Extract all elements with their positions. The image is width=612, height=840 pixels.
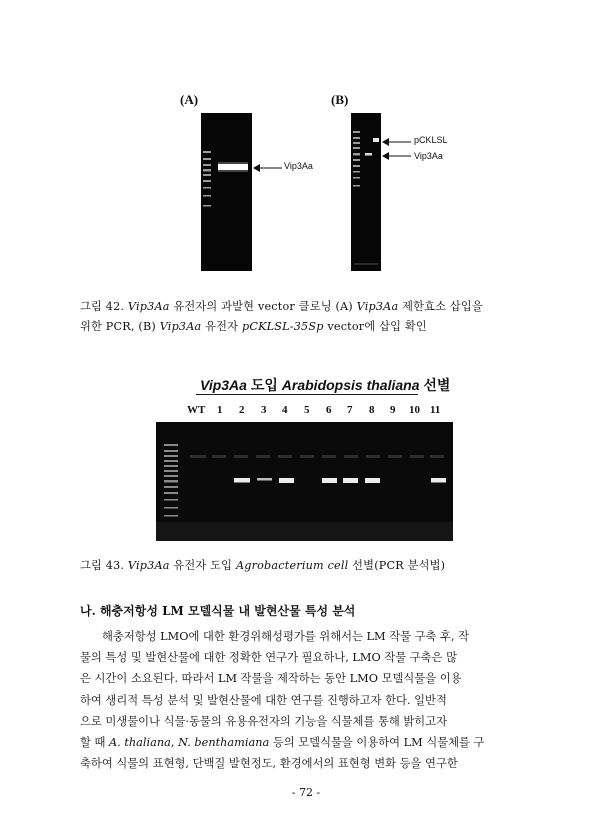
panel-b-lower-label: Vip3Aa [414, 151, 443, 161]
paragraph-line: 은 시간이 소요된다. 따라서 LM 작물을 제작하는 동안 LMO 모델식물을 이용 [80, 672, 462, 686]
lane-label: 8 [369, 404, 375, 416]
section-heading: 나. 해충저항성 LM 모델식물 내 발현산물 특성 분석 [80, 604, 356, 618]
paragraph-line: 물의 특성 및 발현산물에 대한 정확한 연구가 필요하나, LMO 작물 구축은 많 [80, 651, 457, 665]
lane-label: WT [187, 404, 206, 416]
figure42-caption: 그림 42. Vip3Aa 유전자의 과발현 vector 클로닝 (A) Vip3Aa 제한효소 삽입을 위한 PCR, (B) Vip3Aa 유전자 pCKLSL-35Sp vector에 삽입 확인 [80, 300, 483, 333]
lane-label: 1 [217, 404, 223, 416]
panel-a-band-label: Vip3Aa [284, 161, 313, 171]
lane-label: 9 [390, 404, 396, 416]
gel-43-bands [156, 422, 453, 541]
lane-label: 2 [239, 404, 245, 416]
figure43-title: Vip3Aa 도입 Arabidopsis thaliana 선별 [200, 377, 451, 393]
lane-label: 3 [261, 404, 267, 416]
paragraph-line: 하여 생리적 특성 분석 및 발현산물에 대한 연구를 진행하고자 한다. 일반적 [80, 693, 447, 707]
figure43-title-underline [196, 394, 418, 395]
panel-b-upper-label: pCKLSL [414, 135, 448, 145]
paragraph-line: 으로 미생물이나 식물·동물의 유용유전자의 기능을 식물체를 통해 밝히고자 [80, 714, 448, 728]
gel-a-bands [201, 113, 252, 271]
figure43-caption: 그림 43. Vip3Aa 유전자 도입 Agrobacterium cell 선별(PCR 분석법) [80, 559, 446, 572]
ladder-a [203, 151, 211, 207]
vip3aa-band-b [365, 153, 372, 156]
page-number: - 72 - [291, 786, 321, 799]
ladder-b [353, 131, 360, 187]
ladder-43 [164, 444, 178, 517]
paragraph-line: 축하여 식물의 표현형, 단백질 발현정도, 환경에서의 표현형 변화 등을 연구한 [80, 757, 458, 771]
lane-label: 11 [430, 404, 441, 416]
gel-image-b [351, 113, 381, 271]
lane-label: 7 [347, 404, 353, 416]
arrow-a-icon [253, 163, 283, 173]
lane-label: 5 [304, 404, 310, 416]
gel-b-bands [351, 113, 381, 271]
paragraph-line: 할 때 A. thaliana, N. benthamiana 등의 모델식물을 이용하여 LM 식물체를 구 [80, 736, 485, 750]
lane-label: 6 [326, 404, 332, 416]
pcklsl-band [373, 138, 379, 142]
lane-labels [0, 404, 612, 420]
gel-image-43 [156, 422, 453, 541]
panel-b-label: (B) [331, 92, 349, 107]
lane-label: 4 [282, 404, 288, 416]
panel-a-label: (A) [180, 92, 199, 107]
paragraph-line: 해충저항성 LMO에 대한 환경위해성평가를 위해서는 LM 작물 구축 후, 작 [102, 630, 470, 643]
lane-label: 10 [409, 404, 420, 416]
gel-image-a [201, 113, 252, 271]
arrow-pcklsl-icon [382, 137, 412, 147]
arrow-vip3aa-b-icon [382, 151, 412, 161]
sample-bands-43 [234, 478, 446, 483]
body-paragraph [80, 626, 532, 774]
